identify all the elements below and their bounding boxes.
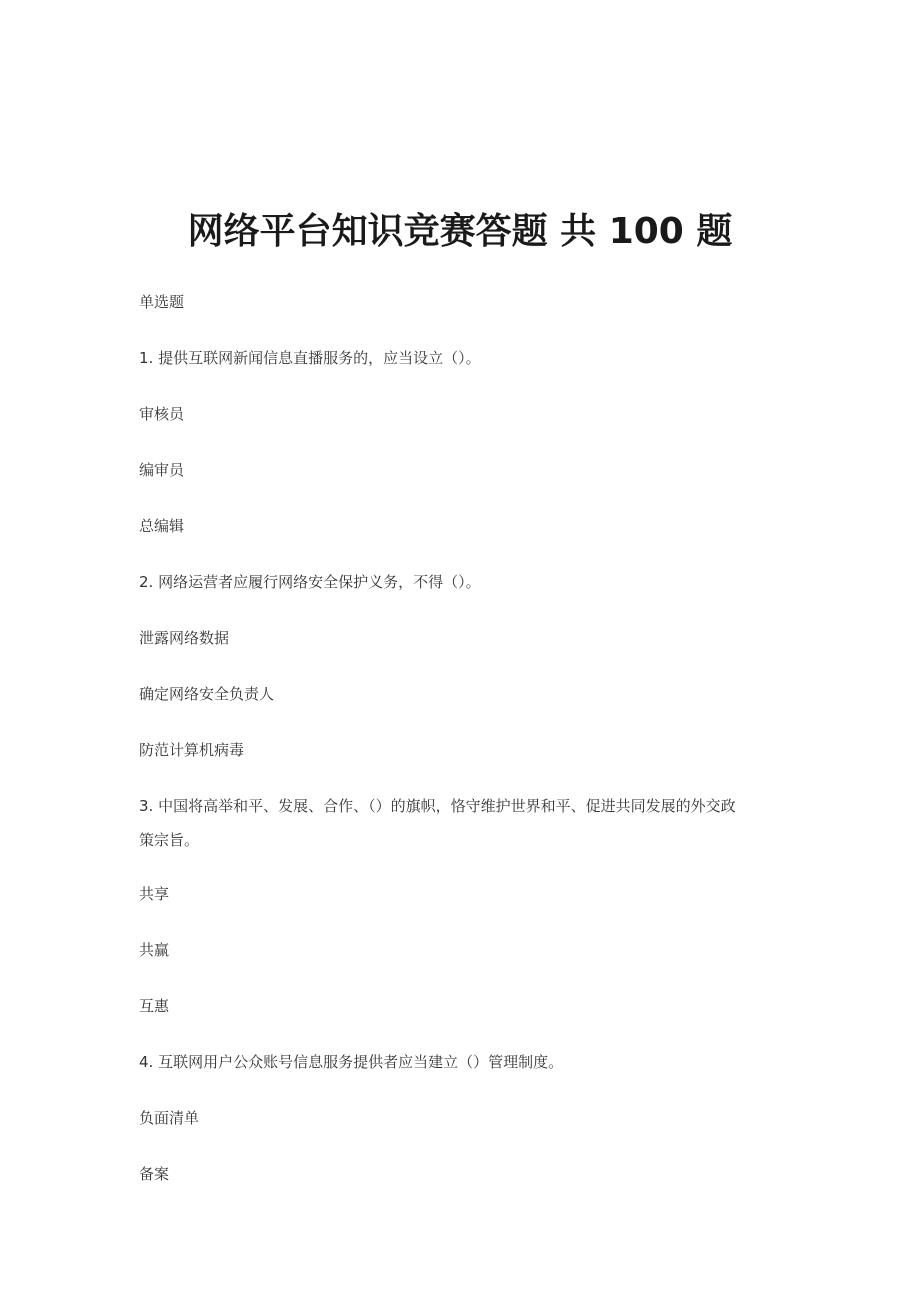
question-1-option-3: 总编辑 [139,517,185,535]
question-4-option-2: 备案 [139,1165,170,1183]
question-4-text: 4. 互联网用户公众账号信息服务提供者应当建立（）管理制度。 [139,1053,564,1071]
question-3-text-line-1: 3. 中国将高举和平、发展、合作、（）的旗帜，恪守维护世界和平、促进共同发展的外交政 [139,797,736,815]
page-title: 网络平台知识竞赛答题 共 100 题 [187,211,733,252]
question-2-option-2: 确定网络安全负责人 [139,685,275,703]
section-heading: 单选题 [139,293,185,311]
question-2-option-3: 防范计算机病毒 [139,741,245,759]
question-3-text-line-2: 策宗旨。 [139,831,200,849]
question-1-text: 1. 提供互联网新闻信息直播服务的，应当设立（）。 [139,349,481,367]
question-3-option-3: 互惠 [139,997,170,1015]
question-1-option-2: 编审员 [139,461,185,479]
question-2-option-1: 泄露网络数据 [139,629,230,647]
question-3-option-2: 共赢 [139,941,170,959]
question-2-text: 2. 网络运营者应履行网络安全保护义务，不得（）。 [139,573,481,591]
question-1-option-1: 审核员 [139,405,185,423]
question-3-option-1: 共享 [139,885,170,903]
question-4-option-1: 负面清单 [139,1109,200,1127]
